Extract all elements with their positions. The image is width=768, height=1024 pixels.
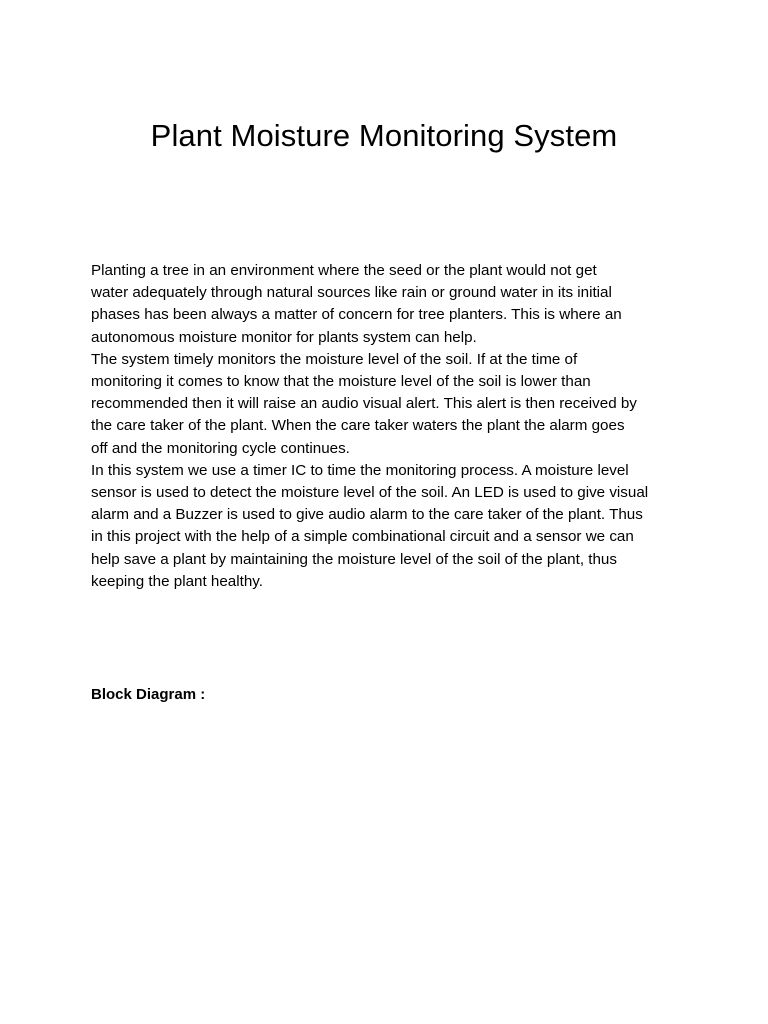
text-line: water adequately through natural sources like rain or ground water in its initial [91,284,612,302]
text-line: monitoring it comes to know that the moisture level of the soil is lower than [91,373,591,391]
body-text [91,260,691,593]
text-line: help save a plant by maintaining the moisture level of the soil of the plant, thus [91,550,617,568]
text-line: the care taker of the plant. When the care taker waters the plant the alarm goes [91,417,625,435]
block-diagram-heading: Block Diagram : [91,686,206,703]
text-line: autonomous moisture monitor for plants system can help. [91,328,477,346]
text-line: Planting a tree in an environment where the seed or the plant would not get [91,262,597,279]
document-title: Plant Moisture Monitoring System [150,118,618,153]
text-line: The system timely monitors the moisture level of the soil. If at the time of [91,350,578,368]
text-line: phases has been always a matter of concern for tree planters. This is where an [91,306,622,324]
text-line: recommended then it will raise an audio visual alert. This alert is then received by [91,395,637,413]
text-line: alarm and a Buzzer is used to give audio alarm to the care taker of the plant. Thus [91,506,643,524]
text-line: keeping the plant healthy. [91,572,263,590]
text-line: in this project with the help of a simple combinational circuit and a sensor we can [91,528,634,546]
text-line: In this system we use a timer IC to time the monitoring process. A moisture level [91,461,629,479]
text-line: sensor is used to detect the moisture level of the soil. An LED is used to give visual [91,484,649,502]
text-line: off and the monitoring cycle continues. [91,439,350,457]
